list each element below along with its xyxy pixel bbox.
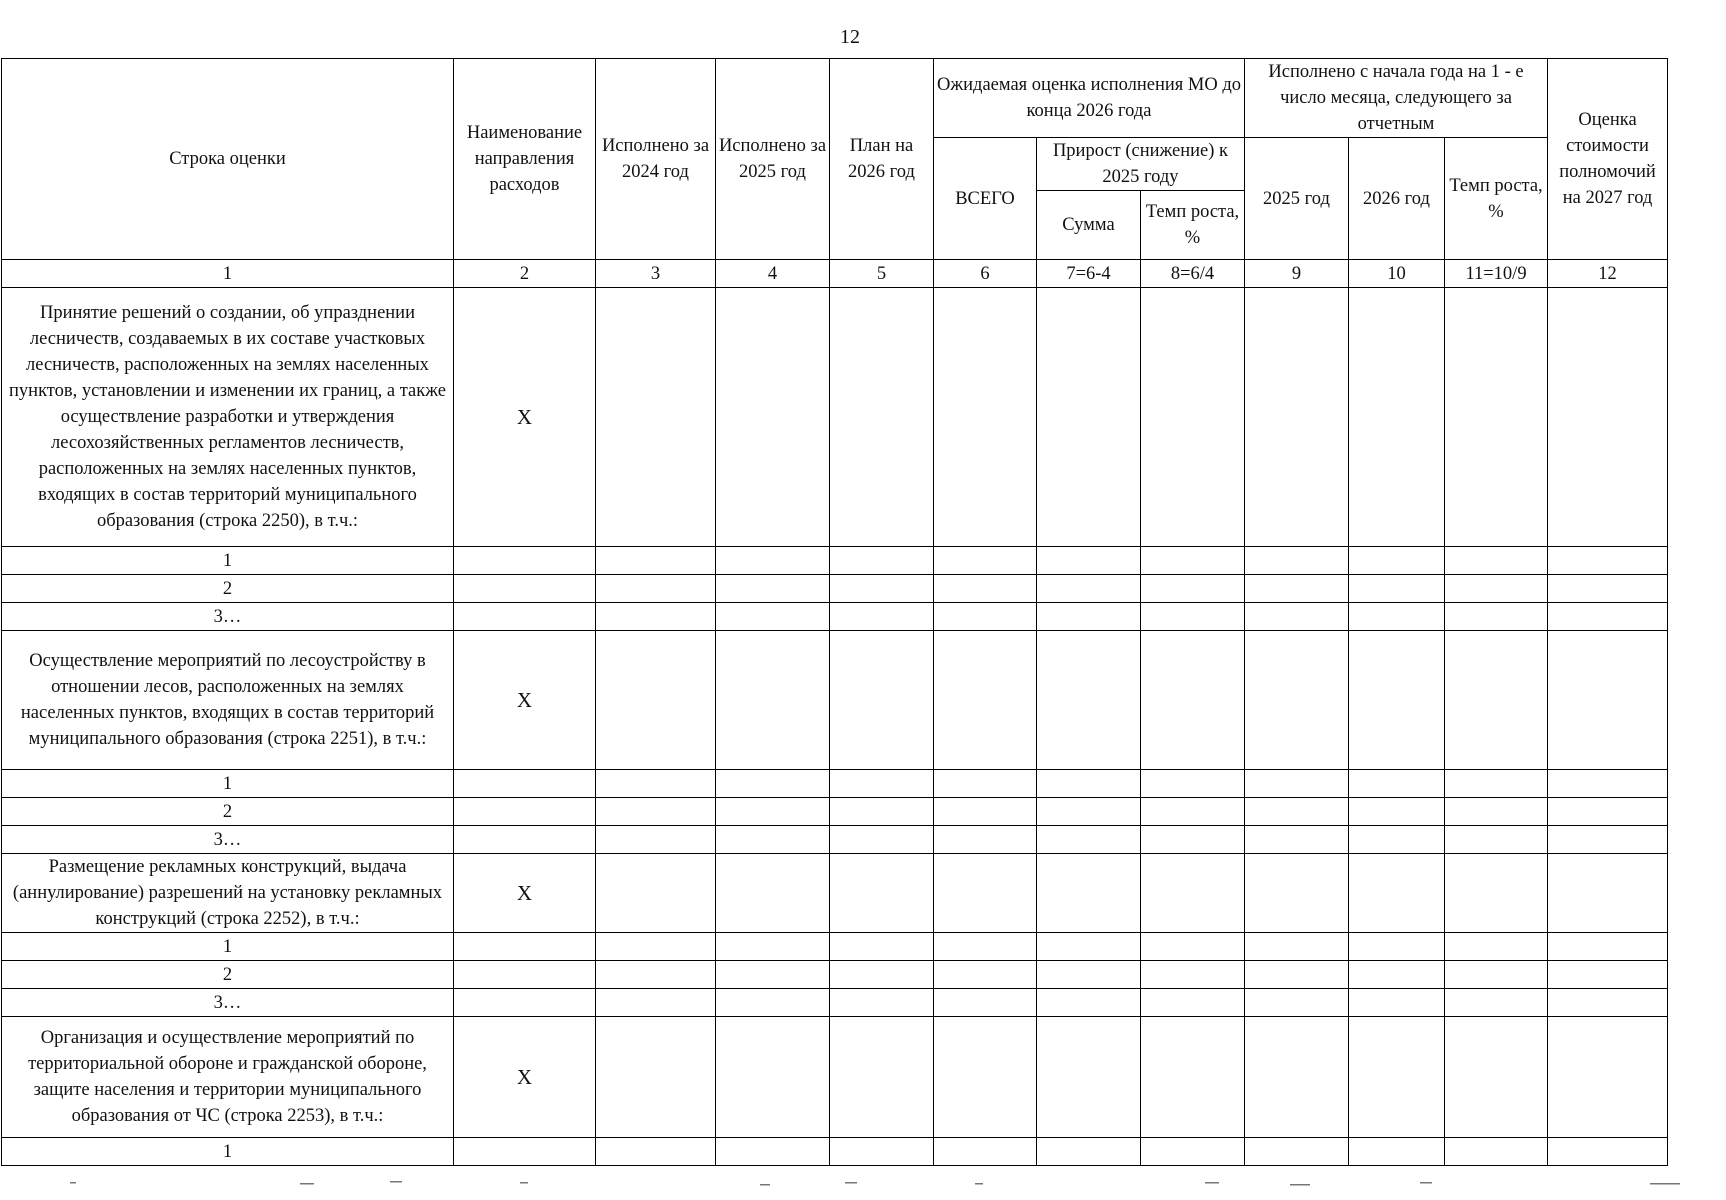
empty-cell xyxy=(1245,854,1349,933)
empty-cell xyxy=(716,961,830,989)
empty-cell xyxy=(596,798,716,826)
header-sum: Сумма xyxy=(1037,191,1141,260)
empty-cell xyxy=(830,798,934,826)
empty-cell xyxy=(1349,1138,1445,1166)
empty-cell xyxy=(1548,854,1668,933)
empty-cell xyxy=(596,989,716,1017)
empty-cell xyxy=(1037,1138,1141,1166)
empty-cell xyxy=(934,288,1037,547)
empty-cell xyxy=(454,933,596,961)
empty-cell xyxy=(1141,631,1245,770)
empty-cell xyxy=(1445,603,1548,631)
empty-cell xyxy=(1445,547,1548,575)
empty-cell xyxy=(1548,933,1668,961)
empty-cell xyxy=(1548,1138,1668,1166)
header-year-2026: 2026 год xyxy=(1349,138,1445,260)
empty-cell xyxy=(1245,603,1349,631)
column-number-row xyxy=(2,260,1668,288)
sub-row-number: 3… xyxy=(2,826,454,854)
empty-cell xyxy=(596,933,716,961)
empty-cell xyxy=(1445,798,1548,826)
empty-cell xyxy=(1548,575,1668,603)
empty-cell xyxy=(596,961,716,989)
empty-cell xyxy=(596,603,716,631)
column-number: 9 xyxy=(1245,260,1349,288)
empty-cell xyxy=(716,603,830,631)
empty-cell xyxy=(1445,288,1548,547)
header-growth-rate: Темп роста, % xyxy=(1141,191,1245,260)
empty-cell xyxy=(454,603,596,631)
empty-cell xyxy=(934,989,1037,1017)
direction-mark: X xyxy=(454,854,596,933)
empty-cell xyxy=(934,961,1037,989)
empty-cell xyxy=(1548,770,1668,798)
empty-cell xyxy=(1141,826,1245,854)
sub-row-number: 2 xyxy=(2,798,454,826)
empty-cell xyxy=(1349,547,1445,575)
column-number: 7=6-4 xyxy=(1037,260,1141,288)
direction-mark: X xyxy=(454,1017,596,1138)
empty-cell xyxy=(1349,631,1445,770)
empty-cell xyxy=(596,826,716,854)
empty-cell xyxy=(934,933,1037,961)
empty-cell xyxy=(934,854,1037,933)
empty-cell xyxy=(1141,603,1245,631)
empty-cell xyxy=(1245,961,1349,989)
empty-cell xyxy=(830,854,934,933)
empty-cell xyxy=(1548,288,1668,547)
empty-cell xyxy=(454,547,596,575)
empty-cell xyxy=(1245,1138,1349,1166)
empty-cell xyxy=(1141,1138,1245,1166)
section-description: Организация и осуществление мероприятий по территориальной обороне и гражданской обороне, защите населения и территории муниципального образования от ЧС (строка 2253), в т.ч.: xyxy=(2,1017,454,1138)
column-number: 12 xyxy=(1548,260,1668,288)
empty-cell xyxy=(830,603,934,631)
empty-cell xyxy=(596,575,716,603)
empty-cell xyxy=(1245,770,1349,798)
empty-cell xyxy=(1349,989,1445,1017)
empty-cell xyxy=(1037,826,1141,854)
empty-cell xyxy=(454,826,596,854)
column-number: 11=10/9 xyxy=(1445,260,1548,288)
empty-cell xyxy=(1037,770,1141,798)
empty-cell xyxy=(1445,961,1548,989)
empty-cell xyxy=(1445,989,1548,1017)
sub-row xyxy=(2,547,1668,575)
empty-cell xyxy=(830,288,934,547)
empty-cell xyxy=(454,989,596,1017)
empty-cell xyxy=(1037,288,1141,547)
empty-cell xyxy=(934,1138,1037,1166)
empty-cell xyxy=(454,961,596,989)
empty-cell xyxy=(716,547,830,575)
empty-cell xyxy=(1548,631,1668,770)
empty-cell xyxy=(1349,933,1445,961)
empty-cell xyxy=(830,961,934,989)
empty-cell xyxy=(830,575,934,603)
sub-row xyxy=(2,575,1668,603)
empty-cell xyxy=(1349,770,1445,798)
empty-cell xyxy=(1141,989,1245,1017)
section-row xyxy=(2,1017,1668,1138)
empty-cell xyxy=(1349,603,1445,631)
empty-cell xyxy=(1141,288,1245,547)
sub-row-number: 1 xyxy=(2,770,454,798)
column-number: 10 xyxy=(1349,260,1445,288)
empty-cell xyxy=(1445,1017,1548,1138)
empty-cell xyxy=(934,547,1037,575)
sub-row xyxy=(2,770,1668,798)
empty-cell xyxy=(1037,603,1141,631)
empty-cell xyxy=(716,1138,830,1166)
page-number: 12 xyxy=(840,26,860,48)
direction-mark: X xyxy=(454,288,596,547)
empty-cell xyxy=(1245,575,1349,603)
empty-cell xyxy=(716,770,830,798)
empty-cell xyxy=(1349,826,1445,854)
empty-cell xyxy=(716,933,830,961)
empty-cell xyxy=(454,575,596,603)
empty-cell xyxy=(1445,1138,1548,1166)
empty-cell xyxy=(596,547,716,575)
empty-cell xyxy=(596,854,716,933)
empty-cell xyxy=(596,770,716,798)
empty-cell xyxy=(1141,798,1245,826)
empty-cell xyxy=(934,1017,1037,1138)
empty-cell xyxy=(1445,826,1548,854)
empty-cell xyxy=(1445,575,1548,603)
empty-cell xyxy=(830,631,934,770)
empty-cell xyxy=(716,826,830,854)
empty-cell xyxy=(1445,854,1548,933)
empty-cell xyxy=(1037,961,1141,989)
empty-cell xyxy=(596,1017,716,1138)
header-cost-2027: Оценка стоимости полномочий на 2027 год xyxy=(1548,59,1668,260)
empty-cell xyxy=(830,826,934,854)
empty-cell xyxy=(934,798,1037,826)
empty-cell xyxy=(1245,798,1349,826)
section-row xyxy=(2,288,1668,547)
sub-row-number: 2 xyxy=(2,575,454,603)
empty-cell xyxy=(716,798,830,826)
empty-cell xyxy=(1141,547,1245,575)
section-row xyxy=(2,854,1668,933)
empty-cell xyxy=(934,826,1037,854)
empty-cell xyxy=(716,854,830,933)
empty-cell xyxy=(596,1138,716,1166)
empty-cell xyxy=(1037,631,1141,770)
empty-cell xyxy=(716,575,830,603)
sub-row xyxy=(2,961,1668,989)
column-number: 2 xyxy=(454,260,596,288)
sub-row-number: 3… xyxy=(2,603,454,631)
header-expected-assessment: Ожидаемая оценка исполнения МО до конца 2026 года xyxy=(934,59,1245,138)
empty-cell xyxy=(830,1017,934,1138)
sub-row-number: 1 xyxy=(2,547,454,575)
empty-cell xyxy=(1445,770,1548,798)
header-row-label: Строка оценки xyxy=(2,59,454,260)
empty-cell xyxy=(1445,933,1548,961)
empty-cell xyxy=(1349,288,1445,547)
column-number: 4 xyxy=(716,260,830,288)
section-description: Принятие решений о создании, об упразднении лесничеств, создаваемых в их составе участковых лесничеств, расположенных на землях населенных пунктов, установлении и изменении их границ, а также осуществление разработки и утверждения лесохозяйственных регламентов лесничеств, расположенных на землях населенных пунктов, входящих в состав территорий муниципального образования (строка 2250), в т.ч.: xyxy=(2,288,454,547)
header-executed-2024: Исполнено за 2024 год xyxy=(596,59,716,260)
empty-cell xyxy=(454,770,596,798)
sub-row xyxy=(2,933,1668,961)
header-year-2025: 2025 год xyxy=(1245,138,1349,260)
header-executed-2025: Исполнено за 2025 год xyxy=(716,59,830,260)
empty-cell xyxy=(596,631,716,770)
empty-cell xyxy=(1548,961,1668,989)
sub-row xyxy=(2,603,1668,631)
empty-cell xyxy=(716,288,830,547)
empty-cell xyxy=(1141,961,1245,989)
empty-cell xyxy=(1548,1017,1668,1138)
header-executed-since-start: Исполнено с начала года на 1 - е число месяца, следующего за отчетным xyxy=(1245,59,1548,138)
empty-cell xyxy=(1245,547,1349,575)
empty-cell xyxy=(1445,631,1548,770)
sub-row xyxy=(2,798,1668,826)
empty-cell xyxy=(1349,798,1445,826)
section-row xyxy=(2,631,1668,770)
empty-cell xyxy=(1548,989,1668,1017)
header-expense-direction: Наименование направления расходов xyxy=(454,59,596,260)
column-number: 3 xyxy=(596,260,716,288)
header-plan-2026: План на 2026 год xyxy=(830,59,934,260)
column-number: 6 xyxy=(934,260,1037,288)
empty-cell xyxy=(1245,631,1349,770)
empty-cell xyxy=(1245,288,1349,547)
sub-row-number: 3… xyxy=(2,989,454,1017)
empty-cell xyxy=(1141,854,1245,933)
header-total: ВСЕГО xyxy=(934,138,1037,260)
column-number: 5 xyxy=(830,260,934,288)
empty-cell xyxy=(1245,826,1349,854)
sub-row xyxy=(2,989,1668,1017)
empty-cell xyxy=(1141,575,1245,603)
empty-cell xyxy=(1548,798,1668,826)
empty-cell xyxy=(1548,826,1668,854)
sub-row-number: 1 xyxy=(2,1138,454,1166)
empty-cell xyxy=(716,631,830,770)
empty-cell xyxy=(1548,547,1668,575)
column-number: 1 xyxy=(2,260,454,288)
empty-cell xyxy=(934,603,1037,631)
empty-cell xyxy=(1349,961,1445,989)
sub-row xyxy=(2,826,1668,854)
sub-row-number: 1 xyxy=(2,933,454,961)
empty-cell xyxy=(934,770,1037,798)
direction-mark: X xyxy=(454,631,596,770)
empty-cell xyxy=(716,1017,830,1138)
empty-cell xyxy=(1037,933,1141,961)
header-growth: Прирост (снижение) к 2025 году xyxy=(1037,138,1245,191)
sub-row xyxy=(2,1138,1668,1166)
empty-cell xyxy=(1548,603,1668,631)
empty-cell xyxy=(1037,1017,1141,1138)
scan-noise xyxy=(0,1176,1726,1196)
empty-cell xyxy=(1141,770,1245,798)
empty-cell xyxy=(1037,989,1141,1017)
empty-cell xyxy=(1037,547,1141,575)
empty-cell xyxy=(934,631,1037,770)
empty-cell xyxy=(830,547,934,575)
empty-cell xyxy=(1141,933,1245,961)
empty-cell xyxy=(454,1138,596,1166)
column-number: 8=6/4 xyxy=(1141,260,1245,288)
empty-cell xyxy=(830,1138,934,1166)
empty-cell xyxy=(1037,575,1141,603)
empty-cell xyxy=(1245,1017,1349,1138)
empty-cell xyxy=(830,989,934,1017)
empty-cell xyxy=(830,770,934,798)
assessment-table xyxy=(1,58,1668,1166)
empty-cell xyxy=(454,798,596,826)
section-description: Осуществление мероприятий по лесоустройству в отношении лесов, расположенных на землях населенных пунктов, входящих в состав территорий муниципального образования (строка 2251), в т.ч.: xyxy=(2,631,454,770)
empty-cell xyxy=(1037,798,1141,826)
empty-cell xyxy=(830,933,934,961)
empty-cell xyxy=(1245,933,1349,961)
empty-cell xyxy=(716,989,830,1017)
empty-cell xyxy=(596,288,716,547)
empty-cell xyxy=(1037,854,1141,933)
empty-cell xyxy=(1349,854,1445,933)
empty-cell xyxy=(1349,1017,1445,1138)
section-description: Размещение рекламных конструкций, выдача (аннулирование) разрешений на установку рекламных конструкций (строка 2252), в т.ч.: xyxy=(2,854,454,933)
empty-cell xyxy=(934,575,1037,603)
sub-row-number: 2 xyxy=(2,961,454,989)
empty-cell xyxy=(1245,989,1349,1017)
header-growth-rate-2: Темп роста, % xyxy=(1445,138,1548,260)
empty-cell xyxy=(1141,1017,1245,1138)
empty-cell xyxy=(1349,575,1445,603)
